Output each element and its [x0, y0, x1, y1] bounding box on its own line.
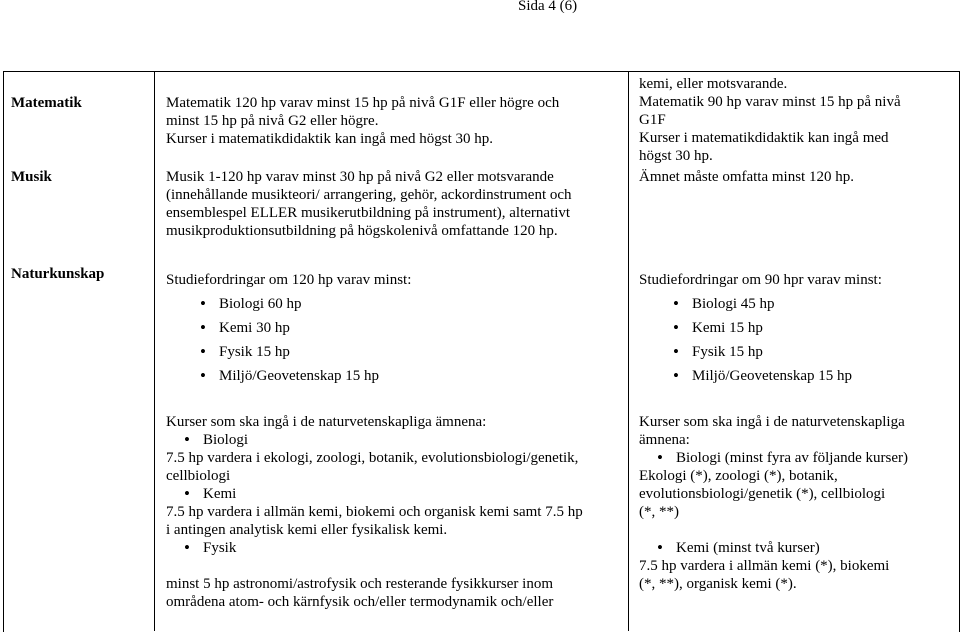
naturkunskap-requirements-alt: [639, 271, 954, 593]
text-line: Kurser i matematikdidaktik kan ingå med högst 30 hp.: [166, 131, 494, 147]
text-line: 7.5 hp vardera i ekologi, zoologi, botanik, evolutionsbiologi/genetik,: [166, 450, 579, 466]
list-item: • Biologi 60 hp: [166, 295, 621, 319]
course-list: [166, 431, 621, 449]
course-list: [166, 539, 621, 557]
text-line: Kurser i matematikdidaktik kan ingå med: [639, 130, 889, 146]
list-item: • Miljö/Geovetenskap 15 hp: [639, 367, 954, 391]
list-item: • Kemi 15 hp: [639, 319, 954, 343]
course-list: [639, 539, 954, 557]
text-line: ensemblespel ELLER musikerutbildning på instrument), alternativt: [166, 205, 571, 221]
musik-requirements-alt: [639, 168, 854, 186]
matematik-requirements: [166, 94, 559, 148]
text-line: minst 15 hp på nivå G2 eller högre.: [166, 113, 379, 129]
list-item: • Biologi: [166, 431, 621, 449]
text-line: (*, **): [639, 504, 679, 520]
list-item: • Fysik 15 hp: [639, 343, 954, 367]
courses-intro: Kurser som ska ingå i de naturvetenskapliga ämnena:: [166, 414, 487, 430]
matematik-requirements-alt: [639, 75, 901, 165]
text-line: 7.5 hp vardera i allmän kemi (*), biokemi: [639, 558, 890, 574]
text-line: musikproduktionsutbildning på högskolenivå omfattande 120 hp.: [166, 223, 558, 239]
column-divider: [628, 71, 629, 631]
text-line: evolutionsbiologi/genetik (*), cellbiologi: [639, 486, 886, 502]
text-line: 7.5 hp vardera i allmän kemi, biokemi och organisk kemi samt 7.5 hp: [166, 504, 583, 520]
text-line: (*, **), organisk kemi (*).: [639, 576, 797, 592]
subject-matematik: Matematik: [11, 95, 82, 111]
column-divider: [154, 71, 155, 631]
subject-naturkunskap: Naturkunskap: [11, 266, 105, 282]
naturkunskap-requirements: [166, 271, 621, 611]
text-line: i antingen analytisk kemi eller fysikalisk kemi.: [166, 522, 448, 538]
text-line: Musik 1-120 hp varav minst 30 hp på nivå G2 eller motsvarande: [166, 169, 554, 185]
courses-intro: Kurser som ska ingå i de naturvetenskapliga: [639, 414, 905, 430]
list-item: • Kemi (minst två kurser): [639, 539, 954, 557]
list-item: • Kemi 30 hp: [166, 319, 621, 343]
list-item: • Biologi (minst fyra av följande kurser): [639, 449, 954, 467]
text-line: Ekologi (*), zoologi (*), botanik,: [639, 468, 838, 484]
credits-list: [639, 295, 954, 391]
subject-musik: Musik: [11, 169, 52, 185]
text-line: (innehållande musikteori/ arrangering, gehör, ackordinstrument och: [166, 187, 572, 203]
requirements-intro: Studiefordringar om 90 hpr varav minst:: [639, 272, 882, 288]
courses-intro: ämnena:: [639, 432, 690, 448]
text-line: områdena atom- och kärnfysik och/eller termodynamik och/eller: [166, 594, 554, 610]
list-item: • Biologi 45 hp: [639, 295, 954, 319]
credits-list: [166, 295, 621, 391]
list-item: • Kemi: [166, 485, 621, 503]
list-item: • Fysik: [166, 539, 621, 557]
course-list: [639, 449, 954, 467]
page-number: Sida 4 (6): [518, 0, 578, 14]
text-line: Matematik 90 hp varav minst 15 hp på nivå: [639, 94, 901, 110]
requirements-intro: Studiefordringar om 120 hp varav minst:: [166, 272, 412, 288]
musik-requirements: [166, 168, 572, 240]
text-line: G1F: [639, 112, 666, 128]
text-line: cellbiologi: [166, 468, 231, 484]
course-list: [166, 485, 621, 503]
list-item: • Miljö/Geovetenskap 15 hp: [166, 367, 621, 391]
text-line: Matematik 120 hp varav minst 15 hp på nivå G1F eller högre och: [166, 95, 560, 111]
text-line: minst 5 hp astronomi/astrofysik och resterande fysikkurser inom: [166, 576, 554, 592]
text-line: Ämnet måste omfatta minst 120 hp.: [639, 169, 854, 185]
text-line: högst 30 hp.: [639, 148, 713, 164]
text-line: kemi, eller motsvarande.: [639, 76, 788, 92]
list-item: • Fysik 15 hp: [166, 343, 621, 367]
